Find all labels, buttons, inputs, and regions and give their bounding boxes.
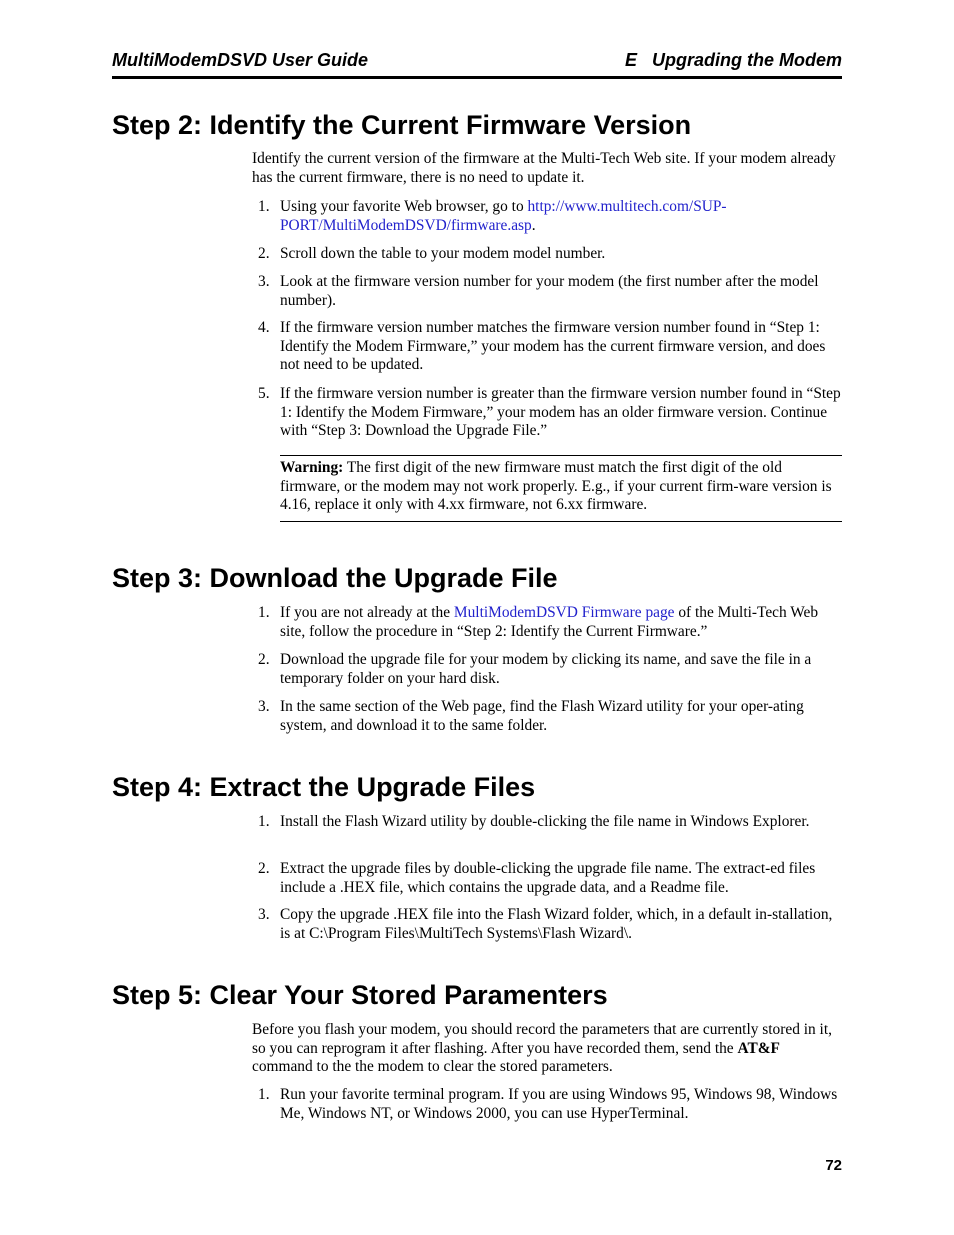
step2-list-item-4: 4. If the firmware version number matches the firmware version number found in “Step 1: Identify the Modem Firmware,” your modem has the current firmware version, and does not need to be updated.	[258, 319, 826, 374]
running-header	[112, 48, 842, 79]
firmware-url-link[interactable]: http://www.multitech.com/SUP-PORT/MultiModemDSVD/firmware.asp	[280, 198, 727, 234]
page-number: 72	[825, 1157, 842, 1174]
step4-list-item-1: 1. Install the Flash Wizard utility by double-clicking the file name in Windows Explorer.	[258, 813, 810, 830]
step4-list-item-3: 3. Copy the upgrade .HEX file into the Flash Wizard folder, which, in a default in-stallation, is at C:\Program Files\MultiTech Systems\Flash Wizard\.	[258, 906, 833, 942]
guide-title: MultiModemDSVD User Guide	[112, 50, 369, 70]
step3-list-item-2: 2. Download the upgrade file for your modem by clicking its name, and save the file in a temporary folder on your hard disk.	[258, 651, 812, 687]
atf-command: AT&F	[737, 1039, 780, 1057]
warning-text: The first digit of the new firmware must match the first digit of the old firmware, or the modem may not work properly. E.g., if your current firm-ware version is 4.16, replace it only with 4.xx firmware, not 6.xx firmware.	[280, 459, 832, 514]
step3-list-item-3: 3. In the same section of the Web page, find the Flash Wizard utility for your oper-ating system, and download it to the same folder.	[258, 698, 804, 734]
warning-label: Warning:	[280, 459, 344, 476]
step4-list-item-2: 2. Extract the upgrade files by double-clicking the upgrade file name. The extract-ed files include a .HEX file, which contains the upgrade data, and a Readme file.	[258, 860, 816, 896]
step2-list-item-2: 2. Scroll down the table to your modem model number.	[258, 245, 606, 262]
step5-intro: Before you flash your modem, you should record the parameters that are currently stored in it, so you can reprogram it after flashing. After you have recorded them, send the AT&F command to the the modem to clear the stored parameters.	[252, 1021, 832, 1076]
step3-list-item-1: 1. If you are not already at the MultiModemDSVD Firmware page of the Multi-Tech Web site, follow the procedure in “Step 2: Identify the Current Firmware.”	[258, 604, 819, 640]
firmware-page-link[interactable]: MultiModemDSVD Firmware page	[453, 604, 675, 621]
step2-list-item-1: 1. Using your favorite Web browser, go to http://www.multitech.com/SUP-PORT/MultiModemDSVD/firmware.asp.	[258, 198, 727, 234]
step2-intro: Identify the current version of the firmware at the Multi-Tech Web site. If your modem already has the current firmware, there is no need to update it.	[252, 150, 836, 186]
step4-heading: Step 4: Extract the Upgrade Files	[112, 772, 536, 802]
step5-heading: Step 5: Clear Your Stored Paramenters	[112, 980, 608, 1010]
step2-list-item-5: 5. If the firmware version number is greater than the firmware version number found in “Step 1: Identify the Modem Firmware,” your modem has an older firmware version. Continue with “Step 3: Download the Upgrade File.”	[258, 385, 841, 440]
step2-heading: Step 2: Identify the Current Firmware Version	[112, 110, 692, 140]
chapter-title: E Upgrading the Modem	[624, 50, 842, 70]
step5-list-item-1: 1. Run your favorite terminal program. If you are using Windows 95, Windows 98, Windows Me, Windows NT, or Windows 2000, you can use HyperTerminal.	[258, 1086, 838, 1122]
step3-heading: Step 3: Download the Upgrade File	[112, 563, 558, 593]
warning-box	[280, 455, 842, 522]
step2-list-item-3: 3. Look at the firmware version number for your modem (the first number after the model number).	[258, 273, 819, 309]
